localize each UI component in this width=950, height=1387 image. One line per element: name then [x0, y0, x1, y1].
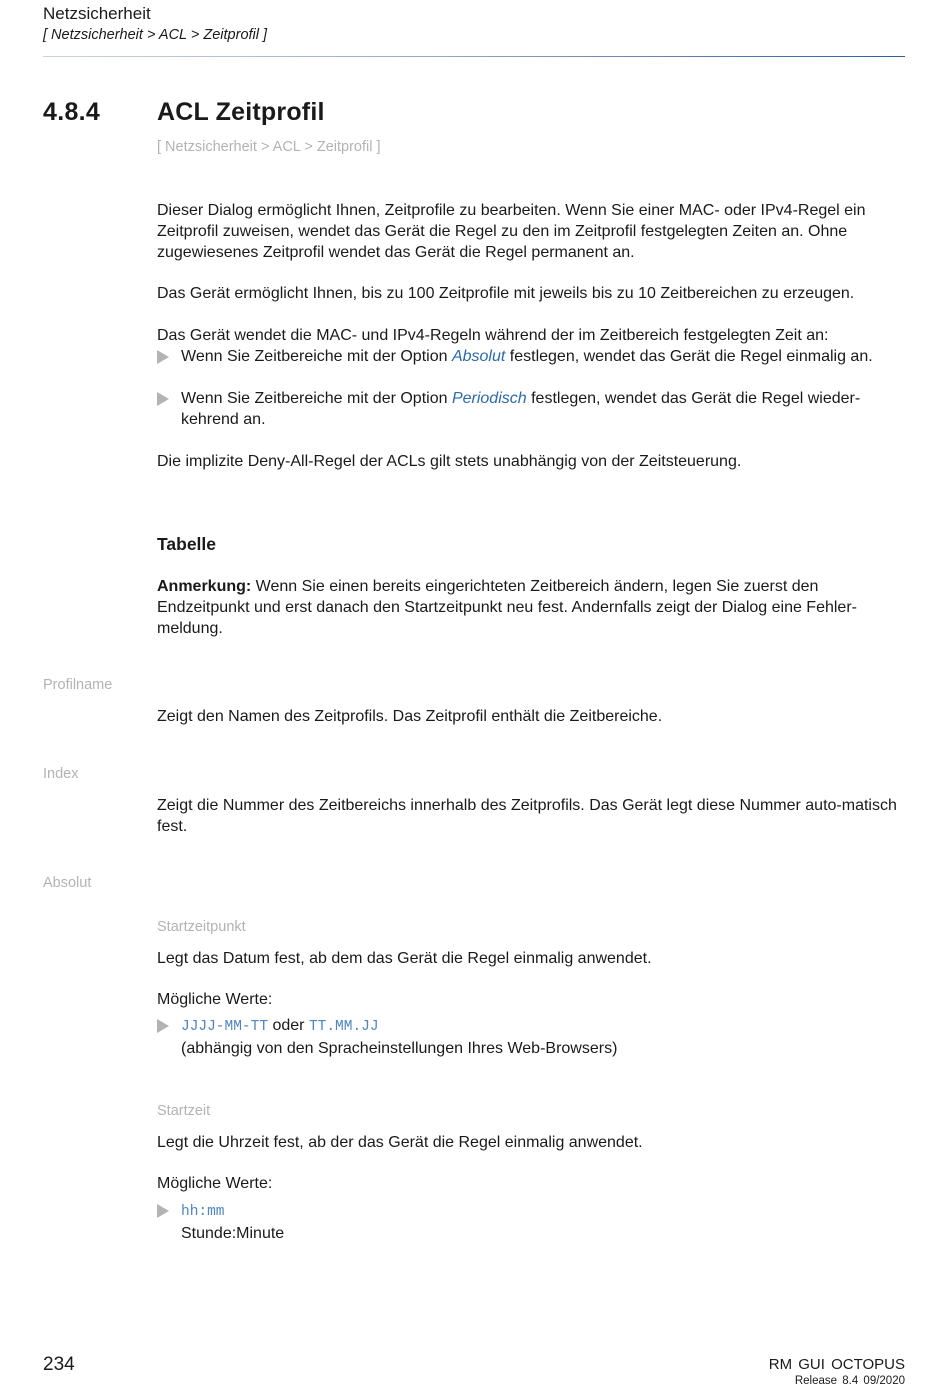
bullet-ref-periodisch[interactable]: Periodisch: [451, 390, 527, 407]
running-header-title: Netzsicherheit: [43, 4, 151, 23]
param-label-index: Index: [43, 766, 79, 782]
bullet-text-post: festlegen, wendet das Gerät die Regel einmalig an.: [505, 348, 873, 365]
value-item-time-format: [157, 1200, 909, 1244]
values-label-startzeit: Mögliche Werte:: [157, 1175, 273, 1192]
page-number: 234: [43, 1354, 75, 1375]
param-desc-index: Zeigt die Nummer des Zeitbereichs innerhalb des Zeitprofils. Das Gerät legt diese Nummer auto-matisch fest.: [157, 797, 897, 835]
section-title: ACL Zeitprofil: [157, 98, 325, 126]
value-item-date-format: [157, 1015, 909, 1059]
value-code-hh-mm: hh:mm: [181, 1204, 225, 1220]
param-desc-profilname: Zeigt den Namen des Zeitprofils. Das Zeitprofil enthält die Zeitbereiche.: [157, 708, 663, 725]
param-label-profilname: Profilname: [43, 677, 113, 693]
param-label-absolut: Absolut: [43, 875, 92, 891]
subparam-desc-startzeitpunkt: Legt das Datum fest, ab dem das Gerät die Regel einmalig anwendet.: [157, 950, 652, 967]
subparam-desc-startzeit: Legt die Uhrzeit fest, ab der das Gerät die Regel einmalig anwendet.: [157, 1134, 643, 1151]
header-divider: [43, 56, 905, 57]
value-code-jjjj-mm-tt: JJJJ-MM-TT: [181, 1019, 269, 1035]
bullet-item-absolut: [157, 346, 909, 367]
section-breadcrumb: [ Netzsicherheit > ACL > Zeitprofil ]: [157, 139, 381, 155]
value-code-tt-mm-jj: TT.MM.JJ: [308, 1019, 379, 1035]
section-number: 4.8.4: [43, 98, 101, 126]
note-label: Anmerkung:: [157, 578, 252, 595]
bullet-triangle-icon: [157, 1204, 169, 1218]
intro-paragraph-4: Die implizite Deny-All-Regel der ACLs gilt stets unabhängig von der Zeitsteuerung.: [157, 453, 742, 470]
subparam-label-startzeit: Startzeit: [157, 1103, 211, 1119]
value-note-browser-language: (abhängig von den Spracheinstellungen Ihres Web-Browsers): [181, 1040, 618, 1057]
values-label-startzeitpunkt: Mögliche Werte:: [157, 991, 273, 1008]
bullet-triangle-icon: [157, 350, 169, 364]
footer-document-title: RM GUI OCTOPUS: [768, 1356, 905, 1373]
bullet-text-pre: Wenn Sie Zeitbereiche mit der Option: [181, 348, 452, 365]
note-text: Wenn Sie einen bereits eingerichteten Zeitbereich ändern, legen Sie zuerst den Endzeitpunkt und erst danach den Startzeitpunkt neu fest. Andernfalls zeigt der Dialog eine Fehler-meldung.: [157, 578, 857, 637]
subparam-label-startzeitpunkt: Startzeitpunkt: [157, 919, 246, 935]
value-note-stunde-minute: Stunde:Minute: [181, 1225, 285, 1242]
bullet-text-pre: Wenn Sie Zeitbereiche mit der Option: [181, 390, 452, 407]
footer-release: Release 8.4 09/2020: [794, 1375, 905, 1387]
note-paragraph: [157, 576, 909, 639]
bullet-triangle-icon: [157, 392, 169, 406]
intro-paragraph-1: Dieser Dialog ermöglicht Ihnen, Zeitprofile zu bearbeiten. Wenn Sie einer MAC- oder IPv4-Regel ein Zeitprofil zuweisen, wendet das Gerät die Regel zu den im Zeitprofil festgelegten Zeiten an. Ohne zugewiesenes Zeitprofil wendet das Gerät die Regel permanent an.: [157, 202, 866, 261]
running-header-breadcrumb: [ Netzsicherheit > ACL > Zeitprofil ]: [43, 27, 268, 43]
bullet-item-periodisch: [157, 388, 909, 430]
subsection-heading-tabelle: Tabelle: [157, 534, 217, 554]
value-oder: oder: [268, 1017, 309, 1034]
intro-paragraph-2: Das Gerät ermöglicht Ihnen, bis zu 100 Zeitprofile mit jeweils bis zu 10 Zeitbereichen zu erzeugen.: [157, 285, 855, 302]
bullet-ref-absolut[interactable]: Absolut: [451, 348, 506, 365]
bullet-triangle-icon: [157, 1019, 169, 1033]
intro-paragraph-3: Das Gerät wendet die MAC- und IPv4-Regeln während der im Zeitbereich festgelegten Zeit an:: [157, 327, 829, 344]
bullet-text-post: festlegen, wendet das Gerät die Regel wieder-kehrend an.: [181, 390, 861, 428]
